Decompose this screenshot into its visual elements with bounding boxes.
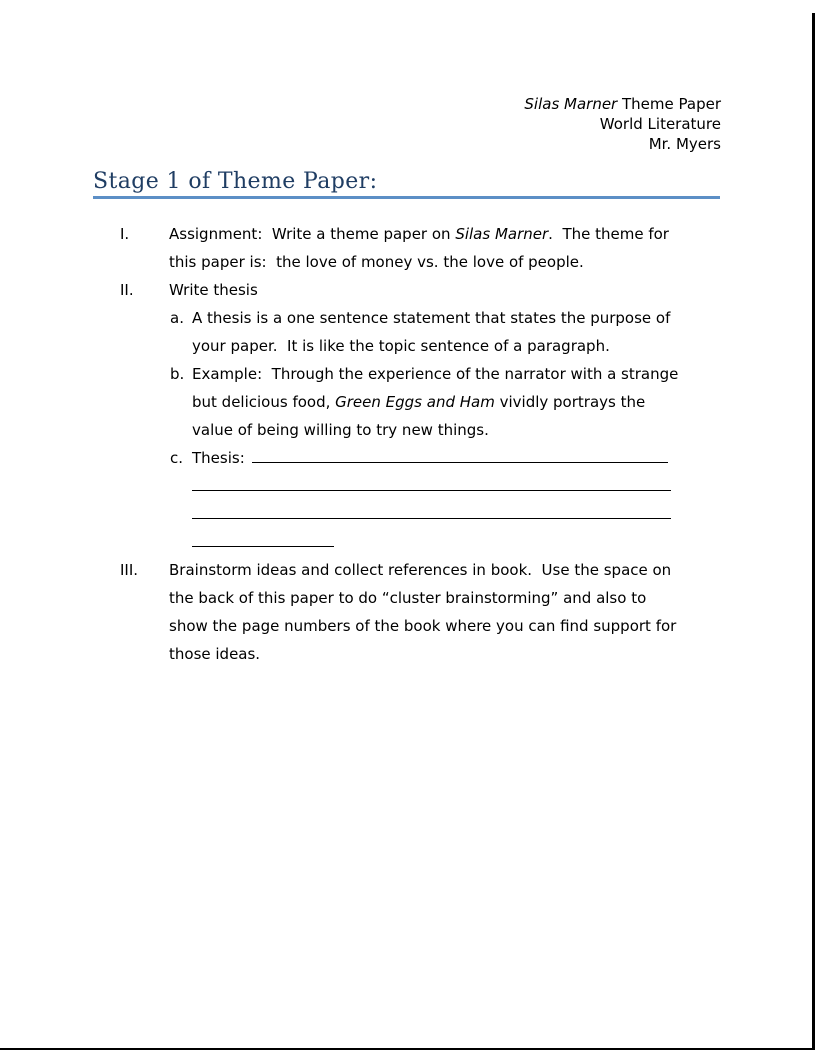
outline-item-iii-cont bbox=[0, 612, 817, 640]
list-marker: II. bbox=[120, 281, 134, 299]
list-marker: I. bbox=[120, 225, 130, 243]
text-line: A thesis is a one sentence statement that states the purpose of bbox=[192, 309, 671, 327]
list-marker: a. bbox=[170, 309, 184, 327]
outline-item-c-blank bbox=[0, 472, 817, 500]
outline-item-ii bbox=[0, 276, 817, 304]
header-text: Mr. Myers bbox=[648, 135, 721, 153]
text-line: this paper is: the love of money vs. the love of people. bbox=[169, 253, 584, 271]
thesis-blank-line bbox=[192, 490, 671, 491]
outline-item-a bbox=[0, 304, 817, 332]
outline-item-b-cont bbox=[0, 416, 817, 444]
list-marker: b. bbox=[170, 365, 185, 383]
title-rule bbox=[93, 169, 720, 199]
outline-content bbox=[0, 220, 817, 668]
outline-item-iii-cont bbox=[0, 584, 817, 612]
header-block bbox=[524, 94, 721, 154]
outline-item-c-blank bbox=[0, 500, 817, 528]
outline-item-iii-cont bbox=[0, 640, 817, 668]
text-line: your paper. It is like the topic sentence of a paragraph. bbox=[192, 337, 610, 355]
text-line: show the page numbers of the book where you can find support for bbox=[169, 617, 677, 635]
thesis-blank-line bbox=[252, 462, 668, 463]
outline-item-iii bbox=[0, 556, 817, 584]
outline-item-b-cont bbox=[0, 388, 817, 416]
list-marker: c. bbox=[170, 449, 184, 467]
list-marker: III. bbox=[120, 561, 139, 579]
text-line: but delicious food, bbox=[192, 393, 336, 411]
outline-item-c-blank bbox=[0, 528, 817, 556]
header-line bbox=[524, 134, 721, 154]
italic-text: Green Eggs and Ham bbox=[335, 393, 495, 411]
scan-edge-bottom bbox=[0, 1048, 815, 1050]
text-line: . The theme for bbox=[548, 225, 669, 243]
text-line: vividly portrays the bbox=[494, 393, 646, 411]
outline-item-i bbox=[0, 220, 817, 248]
text-line: Assignment: Write a theme paper on bbox=[169, 225, 456, 243]
text-line: those ideas. bbox=[169, 645, 261, 663]
thesis-blank-line bbox=[192, 546, 334, 547]
header-line bbox=[524, 114, 721, 134]
page-title: Stage 1 of Theme Paper: bbox=[93, 169, 378, 194]
thesis-blank-line bbox=[192, 518, 671, 519]
header-text: Theme Paper bbox=[617, 95, 721, 113]
outline-item-a-cont bbox=[0, 332, 817, 360]
text-line: Write thesis bbox=[169, 281, 258, 299]
header-text: World Literature bbox=[599, 115, 721, 133]
italic-text: Silas Marner bbox=[524, 95, 618, 113]
text-line: Example: Through the experience of the narrator with a strange bbox=[192, 365, 679, 383]
italic-text: Silas Marner bbox=[455, 225, 549, 243]
header-line bbox=[524, 94, 721, 114]
thesis-label: Thesis: bbox=[192, 449, 245, 467]
outline-item-b bbox=[0, 360, 817, 388]
text-line: value of being willing to try new things. bbox=[192, 421, 489, 439]
outline-item-c bbox=[0, 444, 817, 472]
text-line: Brainstorm ideas and collect references in book. Use the space on bbox=[169, 561, 672, 579]
outline-item-i-cont bbox=[0, 248, 817, 276]
text-line: the back of this paper to do “cluster brainstorming” and also to bbox=[169, 589, 647, 607]
